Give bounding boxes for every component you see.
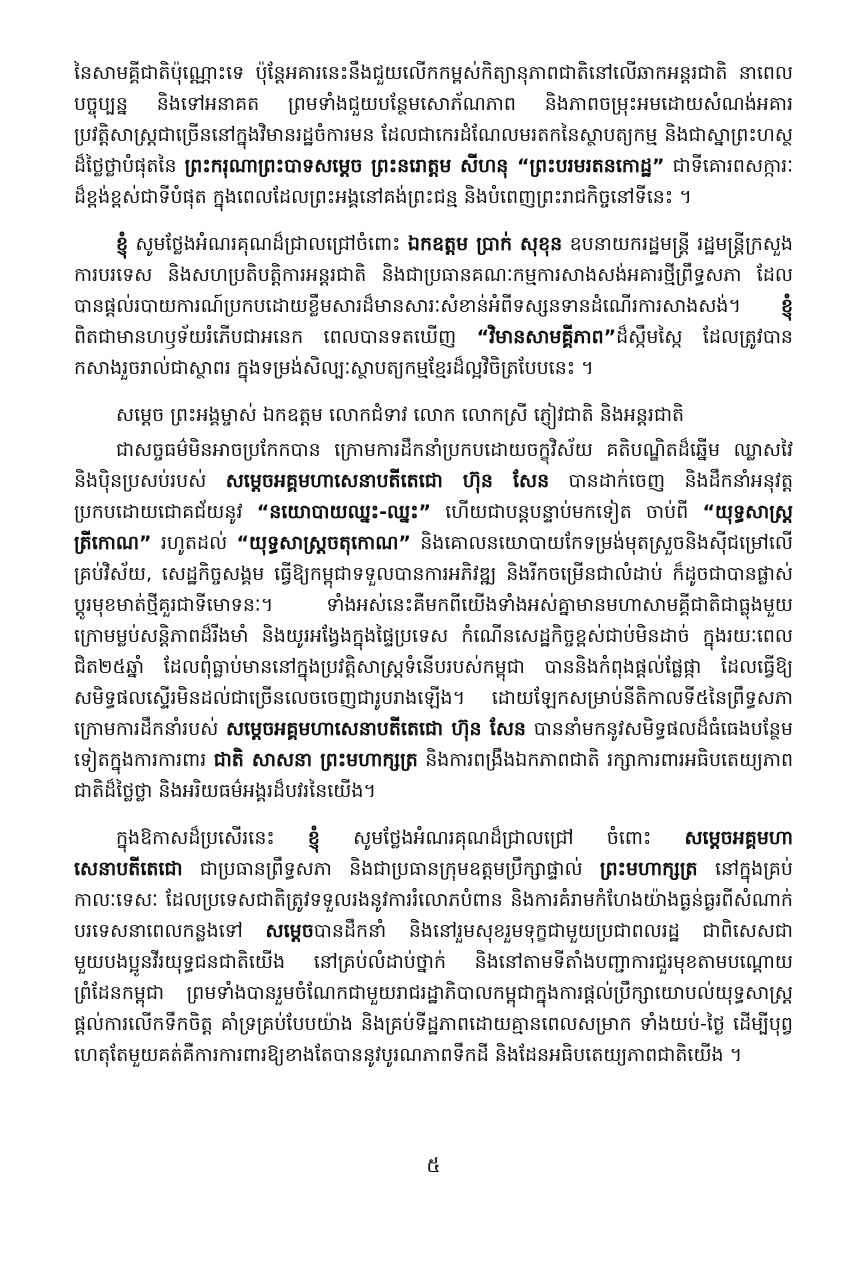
body-text — [74, 58, 793, 1071]
emphasized-text: ជាតិ សាសនា ព្រះមហាក្សត្រ — [213, 749, 418, 771]
emphasized-text: “នយោបាយឈ្នះ-ឈ្នះ” — [256, 501, 432, 523]
emphasized-text: ខ្ញុំ — [307, 827, 320, 849]
emphasized-text: ព្រះករុណាព្រះបាទសម្តេច ព្រះនរោត្តម សីហនុ “ព្រះបរមរតនកោដ្ឋ” — [184, 155, 665, 177]
emphasized-text: សម្តេចអគ្គមហាសេនាបតីតេជោ — [74, 827, 793, 880]
paragraph-text: ឧបនាយករដ្ឋមន្ត្រី រដ្ឋមន្ត្រីក្រសួងការបរទេស និងសហប្រតិបត្តិការអន្តរជាតិ និងជាប្រធានគណៈកម្មការសាងសង់អគារថ្មីព្រឹទ្ធសភា ដែលបានផ្តល់របាយការណ៍ប្រកបដោយខ្លឹមសារដ៏មានសារៈសំខាន់អំពីទស្សនទានដំណើរការសាងសង់។ — [74, 233, 793, 317]
paragraph-text: បាននាំមកនូវសមិទ្ធផលដ៏ធំធេងបន្ថែមទៀតក្នុងការការពារ — [74, 718, 793, 771]
emphasized-text: ខ្ញុំ — [116, 233, 129, 255]
paragraph-text: រហូតដល់ — [151, 532, 237, 554]
paragraph-text: នៅក្នុងគ្រប់កាលៈទេសៈ ដែលប្រទេសជាតិត្រូវទទួលរងនូវការរំលោភបំពាន និងការគំរាមកំហែងយ៉ាងធ្ងន់ធ្ងរពីសំណាក់បរទេសនាពេលកន្លងទៅ — [74, 858, 793, 942]
paragraph-text: នៃសាមគ្គីជាតិប៉ុណ្ណោះទេ ប៉ុន្តែអគារនេះនឹងជួយលើកកម្ពស់កិត្យានុភាពជាតិនៅលើឆាកអន្តរជាតិ នាពេលបច្ចុប្បន្ន និងទៅអនាគត ព្រមទាំងជួយបន្ថែមសោភ័ណភាព និងភាពចម្រុះអមដោយសំណង់អគារប្រវត្តិសាស្ត្រជាច្រើននៅក្នុងវិមានរដ្ឋចំការមន ដែលជាកេរដំណែលមរតកនៃស្ថាបត្យកម្ម និងជាស្នាព្រះហស្ថដ៏ថ្លៃថ្លាបំផុតនៃ — [74, 62, 793, 177]
paragraph-text: សូមថ្លែងអំណរគុណដ៏ជ្រាលជ្រៅ ចំពោះ — [319, 827, 685, 849]
paragraph-text: ដ៏ស្កឹមស្កៃ ដែលត្រូវបានកសាងរួចរាល់ជាស្ថាពរ ក្នុងទម្រង់សិល្បៈស្ថាបត្យកម្មខ្មែរដ៏ល្អវិចិត្របែបនេះ ។ — [74, 326, 793, 379]
emphasized-text: សម្តេចអគ្គមហាសេនាបតីតេជោ ហ៊ុន សែន — [225, 470, 550, 492]
page-number: ៥ — [426, 1153, 441, 1177]
paragraph-4 — [74, 435, 793, 807]
emphasized-text: សម្តេច — [265, 920, 314, 942]
paragraph-text: បានដាក់ចេញ និងដឹកនាំអនុវត្តប្រកបដោយជោគជ័យនូវ — [74, 470, 794, 523]
emphasized-text: សម្តេចអគ្គមហាសេនាបតីតេជោ ហ៊ុន សែន — [226, 718, 526, 740]
emphasized-text: ខ្ញុំ — [780, 295, 793, 317]
paragraph-2 — [74, 229, 793, 384]
paragraph-text: សម្តេច ព្រះអង្គម្ចាស់ ឯកឧត្តម លោកជំទាវ លោក លោកស្រី ភ្ញៀវជាតិ និងអន្តរជាតិ — [116, 404, 685, 426]
paragraph-text: ក្នុងឱកាសដ៏ប្រសើរនេះ — [116, 827, 308, 849]
emphasized-text: “វិមានសាមគ្គីភាព” — [476, 326, 617, 348]
emphasized-text: ឯកឧត្តម ប្រាក់ សុខុន — [407, 233, 563, 255]
emphasized-text: “យុទ្ធសាស្ត្រចតុកោណ” — [236, 532, 411, 554]
paragraph-text: បានដឹកនាំ និងនៅរួមសុខរួមទុក្ខជាមួយប្រជាពលរដ្ឋ ជាពិសេសជាមួយបងប្អូនវីរយុទ្ធជនជាតិយើង នៅគ្រប់លំដាប់ថ្នាក់ និងនៅតាមទីតាំងបញ្ជាការជួរមុខតាមបណ្តោយព្រំដែនកម្ពុជា ព្រមទាំងបានរួមចំណែកជាមួយរាជរដ្ឋាភិបាលកម្ពុជាក្នុងការផ្តល់ប្រឹក្សាយោបល់យុទ្ធសាស្ត្រ ផ្តល់ការលើកទឹកចិត្ត គាំទ្រគ្រប់បែបយ៉ាង និងគ្រប់ទីដ្ឋភាពដោយគ្មានពេលសម្រាក ទាំងយប់-ថ្ងៃ ដើម្បីបុព្វហេតុតែមួយគត់គឺការការពារឱ្យខាងតែបាននូវបូរណភាពទឹកដី និងដែនអធិបតេយ្យភាពជាតិយើង ។ — [74, 920, 793, 1066]
paragraph-text: ជាទីគោរពសក្ការៈដ៏ខ្ពង់ខ្ពស់ជាទីបំផុត ក្នុងពេលដែលព្រះអង្គនៅគង់ព្រះជន្ម និងបំពេញព្រះរាជកិច្ចនៅទីនេះ ។ — [74, 155, 794, 208]
paragraph-text: ជាប្រធានព្រឹទ្ធសភា និងជាប្រធានក្រុមឧត្តមប្រឹក្សាផ្ទាល់ — [182, 858, 600, 880]
paragraph-text: ហើយជាបន្តបន្ទាប់មកទៀត ចាប់ពី — [431, 501, 703, 523]
paragraph-text: សូមថ្លែងអំណរគុណដ៏ជ្រាលជ្រៅចំពោះ — [128, 233, 408, 255]
paragraph-5 — [74, 823, 793, 1071]
emphasized-text: “យុទ្ធសាស្ត្រត្រីកោណ” — [74, 501, 793, 554]
paragraph-text: ជាសច្ចធម៌មិនអាចប្រកែកបាន ក្រោមការដឹកនាំប្រកបដោយចក្ខុវិស័យ គតិបណ្ឌិតដ៏ឆ្នើម ឈ្លាសវៃ និងប៉ិនប្រសប់របស់ — [74, 439, 793, 492]
paragraph-3 — [74, 400, 793, 431]
paragraph-text: ពិតជាមានហឫទ័យរំភើបជាអនេក ពេលបានទតឃើញ — [74, 326, 477, 348]
paragraph-text: និងគោលនយោបាយកែទម្រង់មុតស្រួចនិងស៊ីជម្រៅលើគ្រប់វិស័យ, សេដ្ឋកិច្ចសង្គម ធ្វើឱ្យកម្ពុជាទទួលបានការអភិវឌ្ឍ និងរីកចម្រើនជាលំដាប់ ក៏ដូចជាបានផ្លាស់ប្តូរមុខមាត់ថ្មីគួរជាទីមោទនៈ។ ទាំងអស់នេះគឺមកពីយើងទាំងអស់គ្នាមានមហាសាមគ្គីជាតិជាធ្លុងមួយ ក្រោមម្លប់សន្តិភាពដ៏រឹងមាំ និងយូរអង្វែងក្នុងផ្ទៃប្រទេស កំណើនសេដ្ឋកិច្ចខ្ពស់ជាប់មិនដាច់ ក្នុងរយៈពេលជិត២៥ឆ្នាំ ដែលពុំធ្លាប់មាននៅក្នុងប្រវត្តិសាស្ត្រទំនើបរបស់កម្ពុជា បាននិងកំពុងផ្តល់ផ្លែផ្កា ដែលធ្វើឱ្យសមិទ្ធផលស្ទើរមិនដល់ជាច្រើនលេចចេញជារូបរាងឡើង។ ដោយឡែកសម្រាប់នីតិកាលទី៥នៃព្រឹទ្ធសភា ក្រោមការដឹកនាំរបស់ — [74, 532, 793, 740]
paragraph-text: និងការពង្រឹងឯកភាពជាតិ រក្សាការពារអធិបតេយ្យភាពជាតិដ៏ថ្លៃថ្លា និងអរិយធម៌អង្គរដ៏បវរនៃយើង។ — [74, 749, 794, 802]
paragraph-1 — [74, 58, 793, 213]
emphasized-text: ព្រះមហាក្សត្រ — [599, 858, 698, 880]
